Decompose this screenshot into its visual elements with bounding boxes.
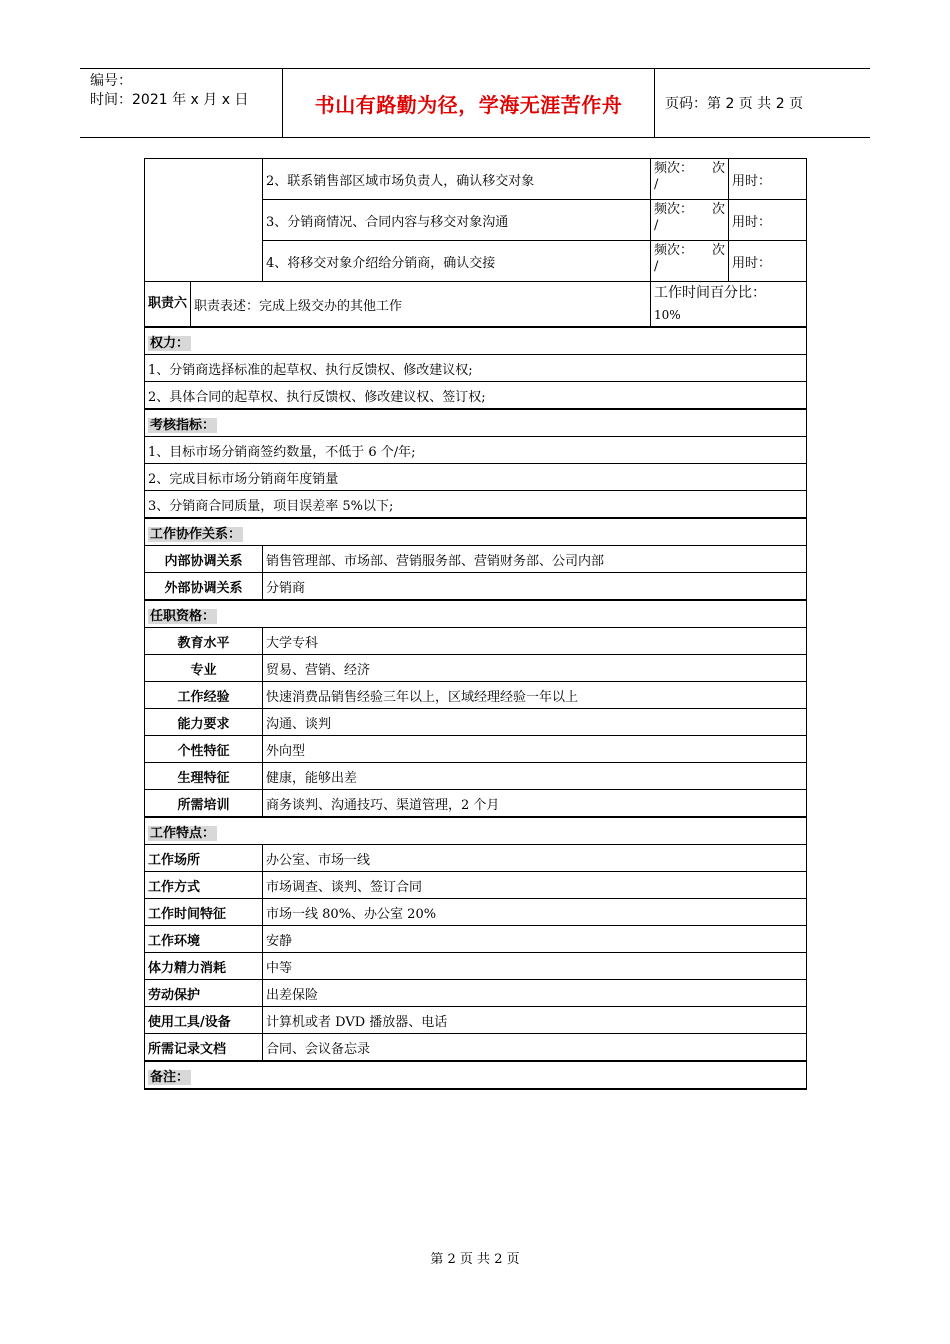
features-title: 工作特点： xyxy=(150,825,216,841)
header-motto: 书山有路勤为径，学海无涯苦作舟 xyxy=(283,69,655,137)
relations-title: 工作协作关系： xyxy=(150,526,242,542)
table-row xyxy=(145,980,807,1007)
table-row xyxy=(145,1034,807,1062)
frequency-label: 频次： xyxy=(654,202,694,217)
list-item xyxy=(145,437,807,464)
remarks-title: 备注： xyxy=(150,1069,190,1085)
task-text: 4、将移交对象介绍给分销商，确认交接 xyxy=(263,241,651,282)
table-row xyxy=(145,790,807,818)
frequency-label: 频次： xyxy=(654,243,694,258)
task-time: 用时： xyxy=(729,241,807,282)
qualification-label: 所需培训 xyxy=(145,790,263,818)
feature-value: 办公室、市场一线 xyxy=(263,845,807,872)
qualification-value: 大学专科 xyxy=(263,628,807,655)
document-date-label: 时间：2021 年 x 月 x 日 xyxy=(90,92,249,108)
feature-label: 工作环境 xyxy=(145,926,263,953)
page-footer: 第 2 页 共 2 页 xyxy=(430,1252,520,1267)
relation-label: 内部协调关系 xyxy=(145,546,263,573)
feature-value: 出差保险 xyxy=(263,980,807,1007)
feature-label: 所需记录文档 xyxy=(145,1034,263,1062)
kpi-item: 2、完成目标市场分销商年度销量 xyxy=(145,464,807,491)
authority-item: 2、具体合同的起草权、执行反馈权、修改建议权、签订权; xyxy=(145,382,807,410)
header-meta xyxy=(80,69,283,137)
qualification-value: 贸易、营销、经济 xyxy=(263,655,807,682)
frequency-label: 频次： xyxy=(654,161,694,176)
table-row xyxy=(145,953,807,980)
feature-value: 中等 xyxy=(263,953,807,980)
task-text: 3、分销商情况、合同内容与移交对象沟通 xyxy=(263,200,651,241)
feature-value: 市场一线 80%、办公室 20% xyxy=(263,899,807,926)
frequency-slash: / xyxy=(654,177,659,192)
section-header-authority xyxy=(145,327,807,355)
section-header-remarks xyxy=(145,1061,807,1089)
section-header-features xyxy=(145,817,807,845)
table-row xyxy=(145,628,807,655)
table-row xyxy=(145,872,807,899)
feature-label: 劳动保护 xyxy=(145,980,263,1007)
header-page-number: 页码：第 2 页 共 2 页 xyxy=(665,96,804,112)
duty-six-time-percentage xyxy=(651,282,807,328)
task-label-cell xyxy=(145,159,263,282)
list-item xyxy=(145,382,807,410)
qualification-label: 教育水平 xyxy=(145,628,263,655)
table-row xyxy=(145,1007,807,1034)
feature-value: 安静 xyxy=(263,926,807,953)
table-row xyxy=(145,546,807,573)
relation-value: 分销商 xyxy=(263,573,807,601)
authority-item: 1、分销商选择标准的起草权、执行反馈权、修改建议权; xyxy=(145,355,807,382)
table-row xyxy=(145,845,807,872)
qualification-label: 个性特征 xyxy=(145,736,263,763)
feature-label: 工作场所 xyxy=(145,845,263,872)
qualification-value: 快速消费品销售经验三年以上，区域经理经验一年以上 xyxy=(263,682,807,709)
task-frequency xyxy=(651,159,729,200)
list-item xyxy=(145,355,807,382)
qualifications-title: 任职资格： xyxy=(150,608,216,624)
frequency-unit: 次 xyxy=(712,161,726,176)
qualification-value: 健康，能够出差 xyxy=(263,763,807,790)
page-header xyxy=(80,68,870,138)
section-header-relations xyxy=(145,518,807,546)
authority-title: 权力： xyxy=(150,335,190,351)
frequency-unit: 次 xyxy=(712,243,726,258)
duty-six-label: 职责六 xyxy=(145,282,191,328)
kpi-item: 3、分销商合同质量，项目误差率 5%以下; xyxy=(145,491,807,519)
table-row xyxy=(145,655,807,682)
qualification-label: 能力要求 xyxy=(145,709,263,736)
list-item xyxy=(145,491,807,519)
task-time: 用时： xyxy=(729,159,807,200)
qualification-value: 沟通、谈判 xyxy=(263,709,807,736)
list-item xyxy=(145,464,807,491)
time-percentage-label: 工作时间百分比： xyxy=(654,285,767,301)
qualification-label: 生理特征 xyxy=(145,763,263,790)
relation-label: 外部协调关系 xyxy=(145,573,263,601)
table-row xyxy=(145,709,807,736)
task-row xyxy=(145,159,807,200)
table-row xyxy=(145,573,807,601)
task-frequency xyxy=(651,200,729,241)
time-percentage-value: 10% xyxy=(654,308,681,322)
qualification-label: 专业 xyxy=(145,655,263,682)
frequency-unit: 次 xyxy=(712,202,726,217)
duty-six-row xyxy=(145,282,807,328)
section-header-qualifications xyxy=(145,600,807,628)
section-header-kpi xyxy=(145,409,807,437)
table-row xyxy=(145,899,807,926)
qualification-value: 商务谈判、沟通技巧、渠道管理，2 个月 xyxy=(263,790,807,818)
feature-value: 合同、会议备忘录 xyxy=(263,1034,807,1062)
table-row xyxy=(145,763,807,790)
feature-label: 体力精力消耗 xyxy=(145,953,263,980)
kpi-item: 1、目标市场分销商签约数量，不低于 6 个/年; xyxy=(145,437,807,464)
feature-label: 工作方式 xyxy=(145,872,263,899)
table-row xyxy=(145,682,807,709)
feature-value: 计算机或者 DVD 播放器、电话 xyxy=(263,1007,807,1034)
table-row xyxy=(145,926,807,953)
duty-six-description: 职责表述：完成上级交办的其他工作 xyxy=(191,282,651,328)
feature-value: 市场调查、谈判、签订合同 xyxy=(263,872,807,899)
task-time: 用时： xyxy=(729,200,807,241)
feature-label: 使用工具/设备 xyxy=(145,1007,263,1034)
kpi-title: 考核指标： xyxy=(150,417,216,433)
task-frequency xyxy=(651,241,729,282)
frequency-slash: / xyxy=(654,218,659,233)
table-row xyxy=(145,736,807,763)
relation-value: 销售管理部、市场部、营销服务部、营销财务部、公司内部 xyxy=(263,546,807,573)
frequency-slash: / xyxy=(654,259,659,274)
job-description-table xyxy=(144,158,807,1090)
task-text: 2、联系销售部区域市场负责人，确认移交对象 xyxy=(263,159,651,200)
feature-label: 工作时间特征 xyxy=(145,899,263,926)
document-number-label: 编号： xyxy=(90,73,132,89)
qualification-value: 外向型 xyxy=(263,736,807,763)
qualification-label: 工作经验 xyxy=(145,682,263,709)
